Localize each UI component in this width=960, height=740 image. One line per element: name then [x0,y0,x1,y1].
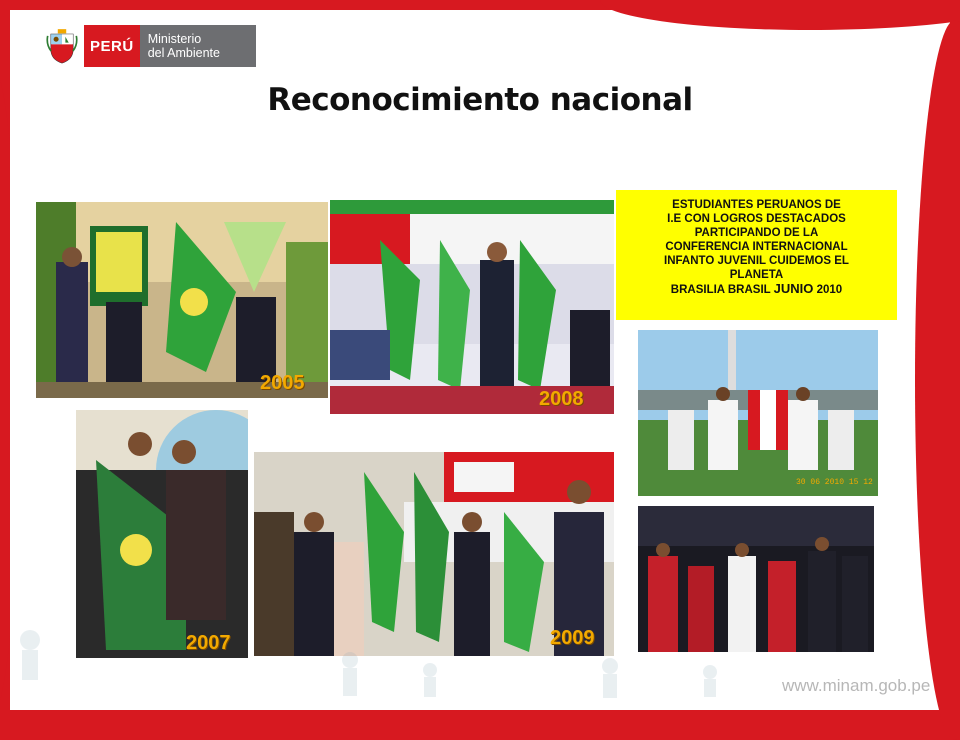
photo-2008 [330,200,614,414]
callout-location: BRASILIA BRASIL [670,284,771,296]
photo-brasilia-group [638,330,878,496]
footer-decoration [10,600,770,700]
photo-year-label: 2008 [539,388,584,410]
logo-ministry-block [140,25,256,67]
logo-ministry-line2: del Ambiente [147,46,220,60]
callout-line: PLANETA [729,269,784,281]
photo-date-stamp: 30 06 2010 15 12 [796,478,873,487]
callout-line: PARTICIPANDO DE LA [694,227,819,239]
callout-box [616,190,897,320]
photo-year-label: 2009 [550,627,595,649]
ministry-logo [46,22,256,70]
callout-line-date [616,282,897,297]
callout-line: INFANTO JUVENIL CUIDEMOS EL [664,255,849,267]
website-watermark: www.minam.gob.pe [782,676,931,695]
callout-line: ESTUDIANTES PERUANOS DE [672,199,841,211]
logo-ministry-line1: Ministerio [147,32,202,46]
logo-country-text: PERÚ [90,37,134,55]
photo-year-label: 2007 [186,632,231,654]
logo-country-block [84,25,140,67]
page-title: Reconocimiento nacional [267,82,693,118]
callout-year: 2010 [816,284,843,296]
callout-line: CONFERENCIA INTERNACIONAL [665,241,848,253]
photo-2005 [36,202,328,398]
coat-of-arms-icon [46,24,78,68]
callout-month: JUNIO [773,281,814,296]
photo-year-label: 2005 [260,372,305,394]
callout-line: I.E CON LOGROS DESTACADOS [667,213,846,225]
